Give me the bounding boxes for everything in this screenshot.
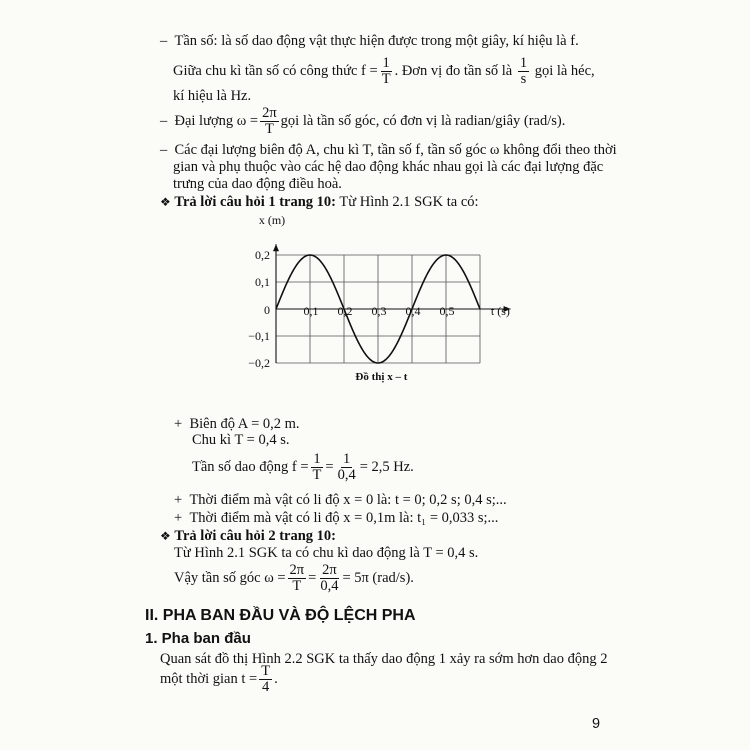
subsection-heading: 1. Pha ban đầu [145, 630, 251, 647]
answer-01-times: + Thời điểm mà vật có li độ x = 0,1m là: t₁ = 0,033 s;... [174, 510, 499, 526]
characteristics-line2: gian và phụ thuộc vào các hệ dao động khác nhau gọi là các đại lượng đặc [173, 159, 604, 175]
x-tick-label: 0,3 [371, 304, 387, 318]
section-paragraph-time: một thời gian t = $\frac{T}{4}$ . [160, 663, 278, 696]
y-axis-label: x (m) [258, 213, 286, 227]
question1-heading: ❖ Trả lời câu hỏi 1 trang 10: Từ Hình 2.1 SGK ta có: [160, 194, 479, 210]
bullet-characteristics: – Các đại lượng biên độ A, chu kì T, tần số f, tần số góc ω không đổi theo thời [160, 142, 617, 158]
hz-line: kí hiệu là Hz. [173, 88, 252, 104]
question2-period: Từ Hình 2.1 SGK ta có chu kì dao động là T = 0,4 s. [174, 545, 479, 561]
y-axis-arrow [273, 244, 279, 251]
answer-frequency: Tần số dao động f = $\frac{1}{T}$ = $\frac{1}{0,4}$ = 2,5 Hz. [192, 451, 414, 484]
x-tick-label: 0,1 [303, 304, 319, 318]
bullet-frequency: – Tần số: là số dao động vật thực hiện được trong một giây, kí hiệu là f. [160, 33, 579, 49]
frequency-formula-line: Giữa chu kì tần số có công thức f = $\frac{1}{T}$ . Đơn vị đo tần số là $\frac{1}{s}$ gọi là héc, [173, 55, 595, 88]
x-tick-label: 0 [264, 303, 270, 317]
x-tick-label: 0,4 [405, 304, 421, 318]
answer-amplitude: + Biên độ A = 0,2 m. [174, 416, 300, 432]
answer-period: Chu kì T = 0,4 s. [192, 432, 290, 448]
answer-zero-times: + Thời điểm mà vật có li độ x = 0 là: t = 0; 0,2 s; 0,4 s;... [174, 492, 507, 508]
x-axis-label: t (s) [490, 304, 510, 318]
page-number: 9 [592, 716, 601, 732]
question2-heading: ❖ Trả lời câu hỏi 2 trang 10: [160, 528, 337, 544]
bullet-angular-frequency: – Đại lượng ω = $\frac{2\pi}{T}$ gọi là tần số góc, có đơn vị là radian/giây (rad/s). [160, 105, 566, 138]
y-tick-label: −0,2 [248, 356, 270, 370]
question2-omega: Vậy tần số góc ω = $\frac{2\pi}{T}$ = $\frac{2\pi}{0,4}$ = 5π (rad/s). [174, 562, 414, 595]
y-tick-label: 0,2 [255, 248, 270, 262]
chart-title: Đồ thị x – t [355, 371, 408, 383]
y-tick-label: −0,1 [248, 329, 270, 343]
x-tick-label: 0,2 [337, 304, 353, 318]
section-paragraph: Quan sát đồ thị Hình 2.2 SGK ta thấy dao động 1 xảy ra sớm hơn dao động 2 [160, 651, 608, 667]
characteristics-line3: trưng của dao động điều hoà. [173, 176, 342, 192]
y-tick-label: 0,1 [255, 275, 270, 289]
section-heading: II. PHA BAN ĐẦU VÀ ĐỘ LỆCH PHA [145, 607, 416, 624]
x-tick-label: 0,5 [439, 304, 455, 318]
xt-graph [230, 210, 530, 395]
